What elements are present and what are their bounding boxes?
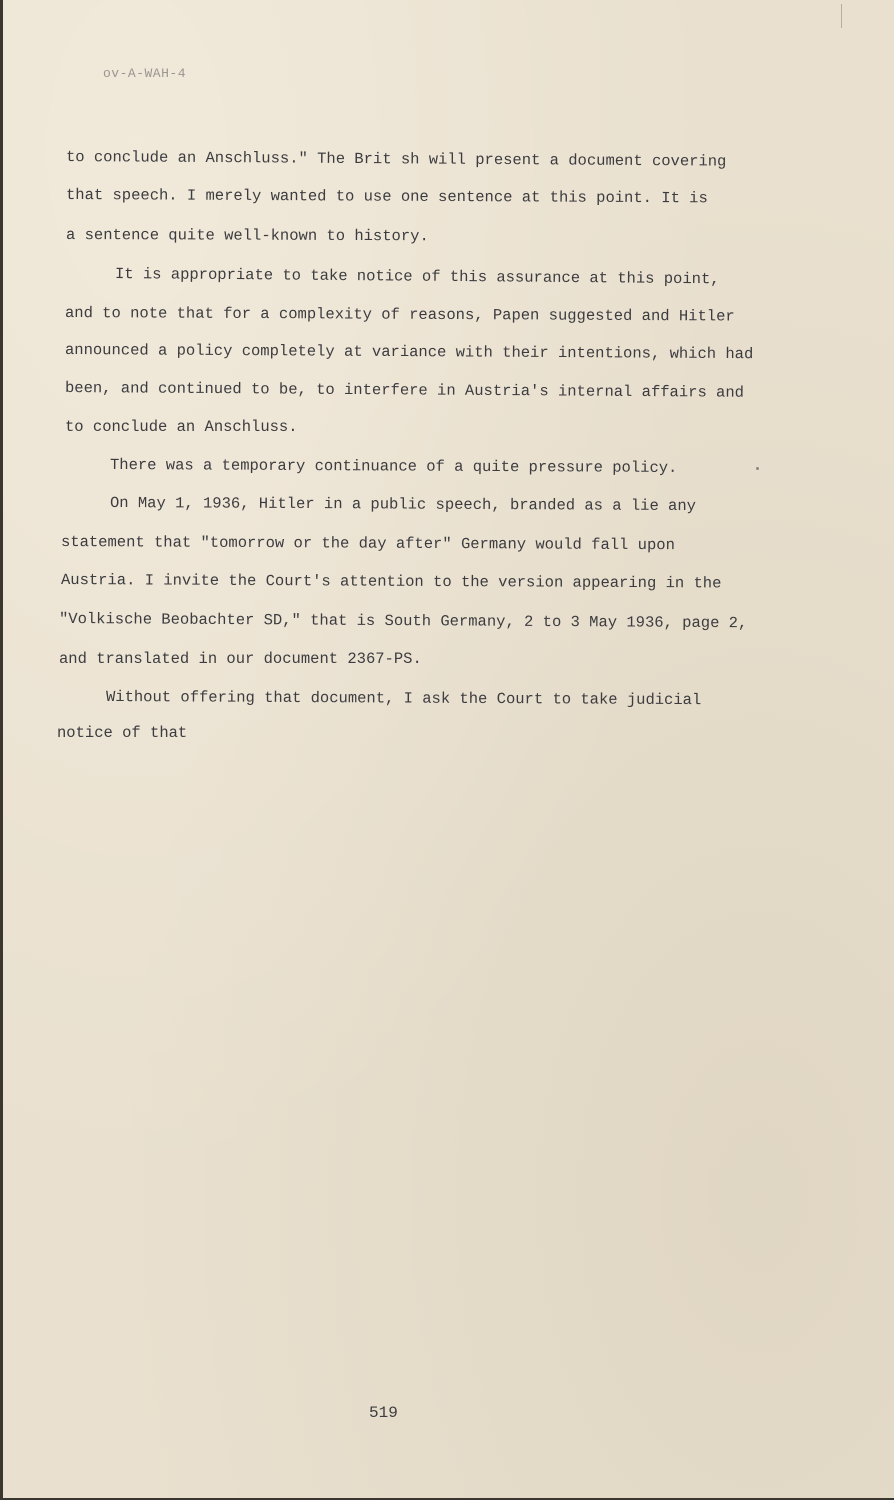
text-line-9: There was a temporary continuance of a quite pressure policy. (109, 456, 678, 477)
text-line-5: and to note that for a complexity of reasons, Papen suggested and Hitler (64, 304, 735, 326)
text-line-13: "Volkische Beobachter SD," that is South Germany, 2 to 3 May 1936, page 2, (58, 610, 748, 633)
text-line-16: notice of that (57, 724, 188, 742)
text-line-7: been, and continued to be, to interfere in Austria's internal affairs and (64, 379, 745, 402)
paper-crease (841, 4, 842, 28)
text-line-4: It is appropriate to take notice of this assurance at this point, (114, 265, 720, 289)
text-line-11: statement that "tomorrow or the day after" Germany would fall upon (60, 533, 675, 555)
text-line-2: that speech. I merely wanted to use one sentence at this point. It is (65, 186, 708, 208)
text-line-15: Without offering that document, I ask the Court to take judicial (105, 688, 702, 710)
paper-speck (756, 467, 759, 470)
text-line-1: to conclude an Anschluss." The Brit sh will present a document covering (65, 148, 727, 171)
text-line-3: a sentence quite well-known to history. (65, 226, 429, 246)
page-number: 519 (369, 1404, 398, 1422)
text-line-6: announced a policy completely at variance with their intentions, which had (64, 341, 754, 364)
text-line-14: and translated in our document 2367-PS. (59, 650, 422, 668)
text-line-12: Austria. I invite the Court's attention to the version appearing in the (60, 571, 722, 593)
document-header-code: ov-A-WAH-4 (103, 66, 187, 81)
text-line-10: On May 1, 1936, Hitler in a public speech, branded as a lie any (109, 494, 697, 516)
text-line-8: to conclude an Anschluss. (65, 418, 298, 436)
